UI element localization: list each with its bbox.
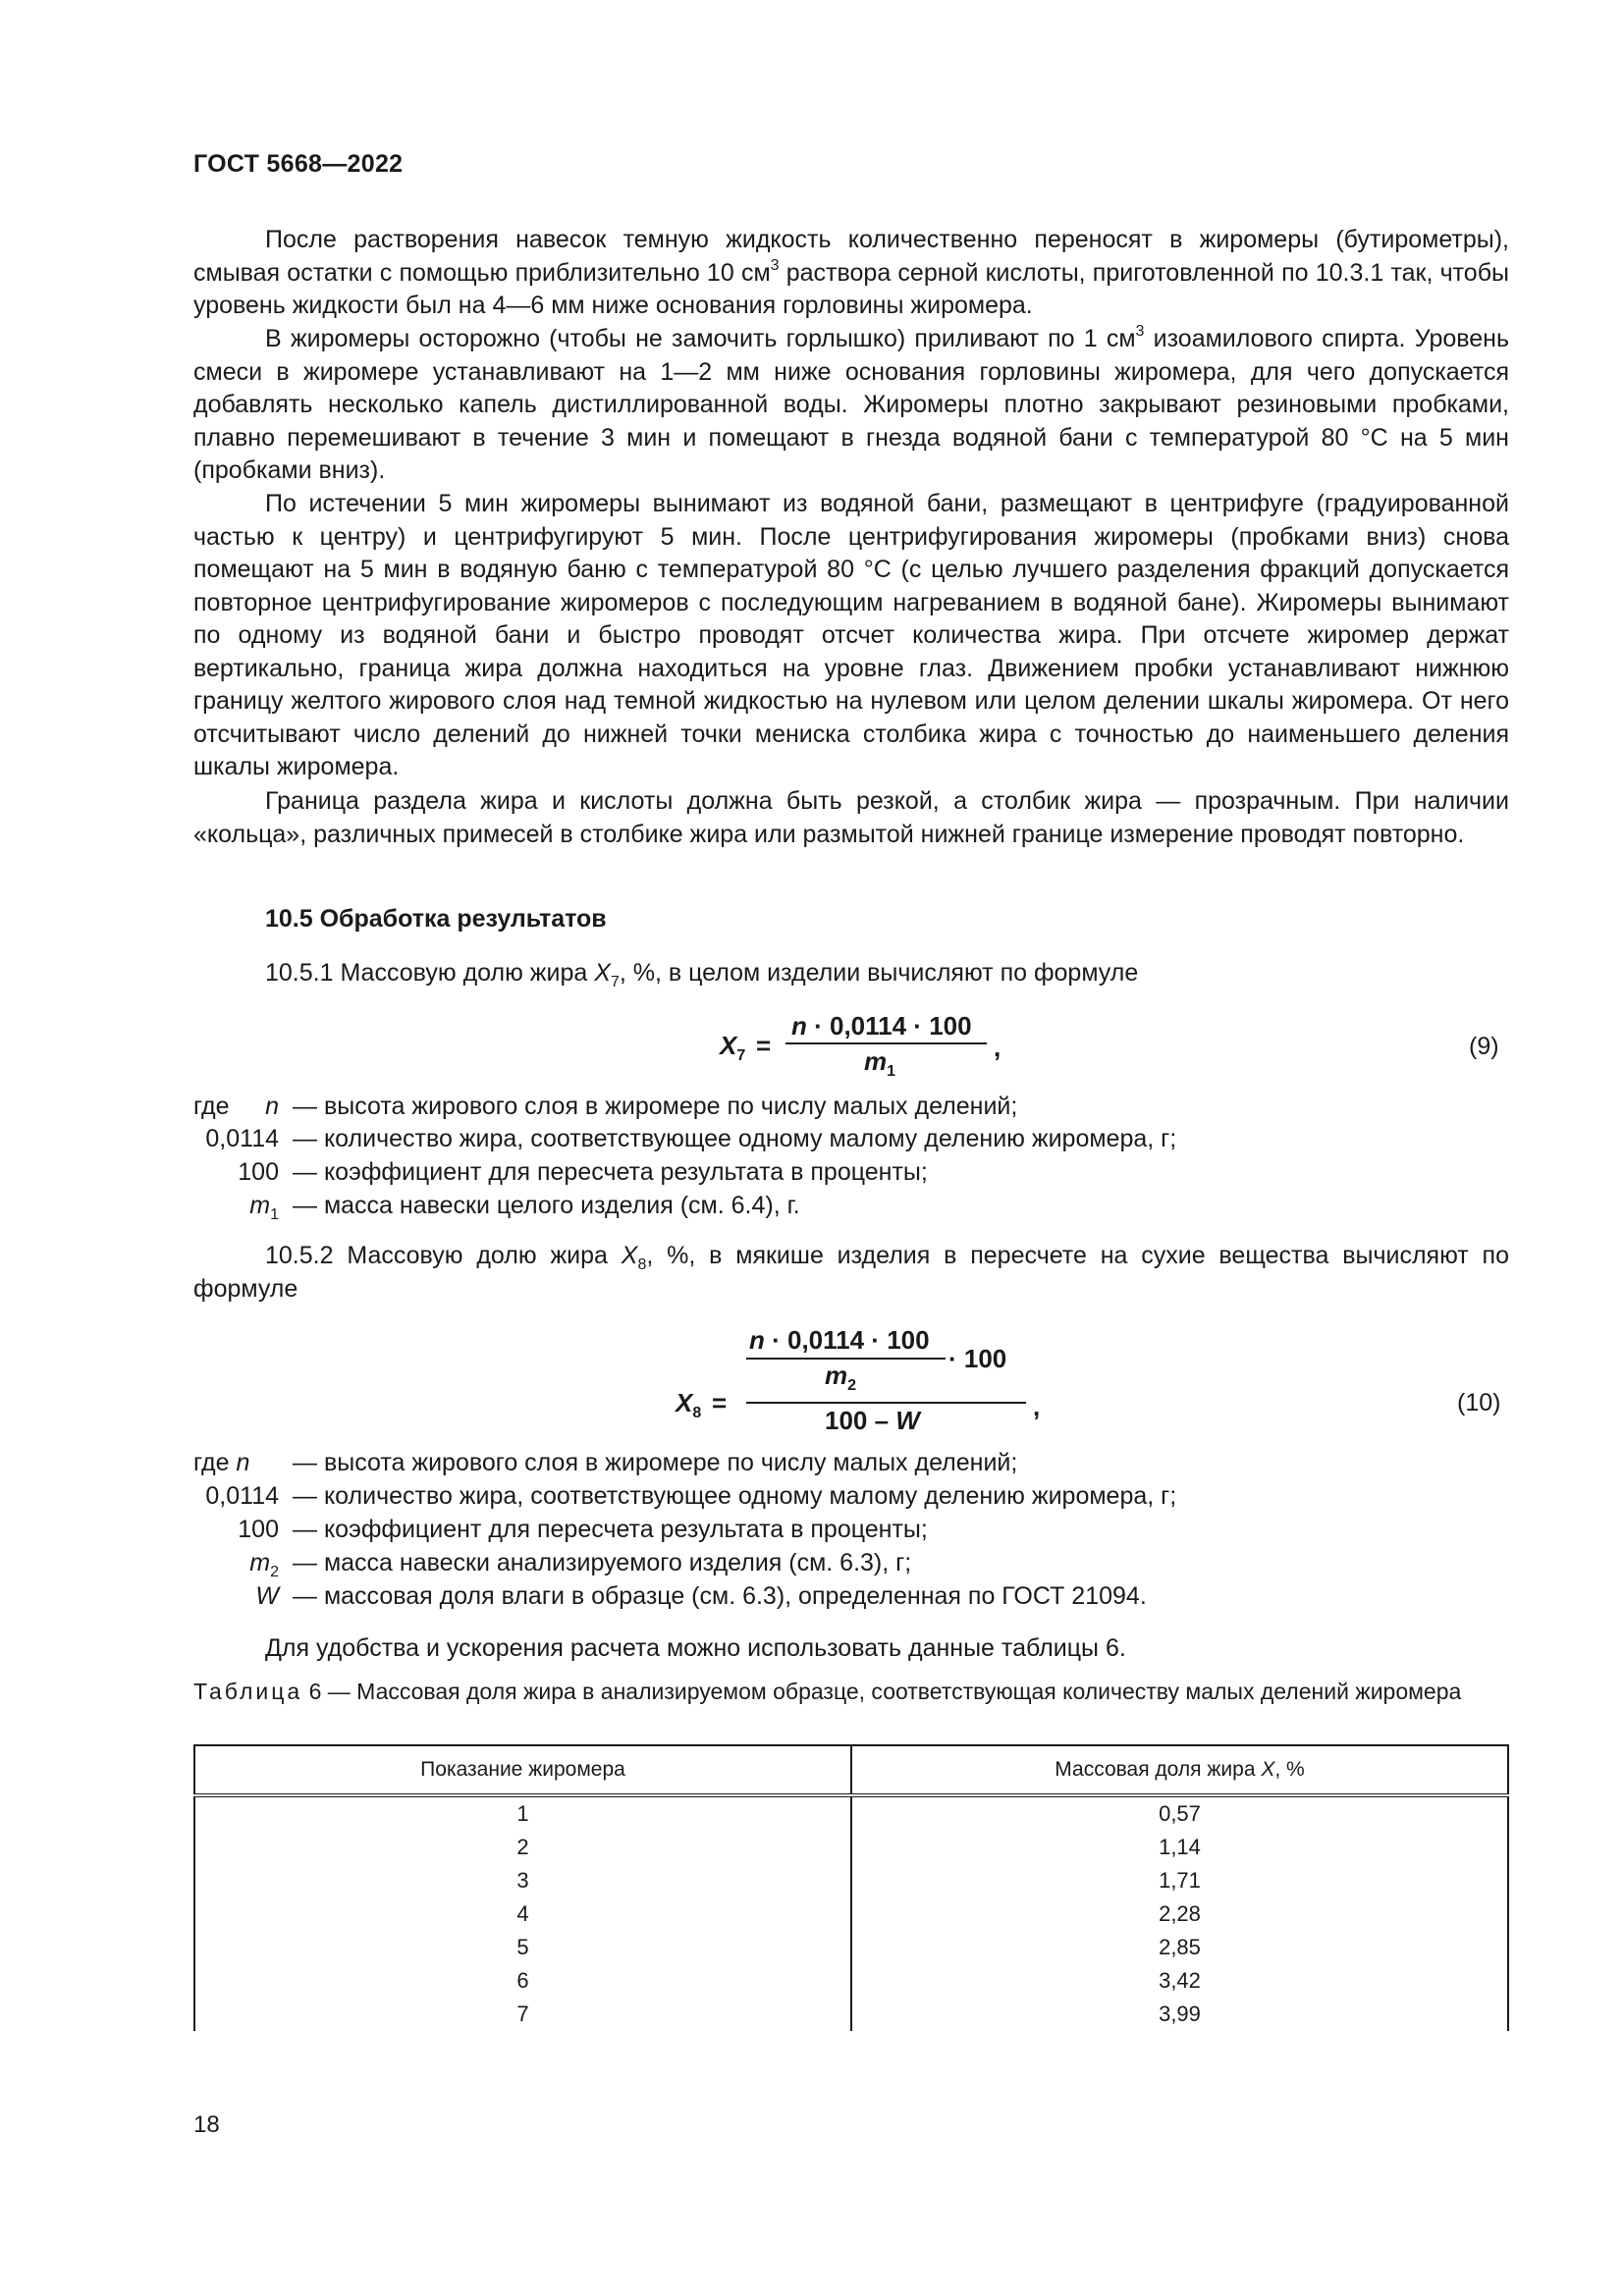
column-header-reading: Показание жиромера bbox=[194, 1745, 851, 1795]
cell-fat-fraction: 0,57 bbox=[1159, 1801, 1201, 1826]
cell-reading: 7 bbox=[194, 1998, 851, 2031]
table-row bbox=[194, 1931, 1508, 1964]
section-title: 10.5 Обработка результатов bbox=[265, 905, 607, 933]
document-header: ГОСТ 5668—2022 bbox=[193, 150, 404, 178]
cell-fat-fraction: 3,42 bbox=[1159, 1968, 1201, 1993]
table-row bbox=[194, 1897, 1508, 1931]
fraction-bar bbox=[785, 1042, 987, 1044]
cell-fat-fraction: 3,99 bbox=[1159, 2002, 1201, 2026]
cell-reading: 3 bbox=[194, 1864, 851, 1897]
cell-reading: 5 bbox=[194, 1931, 851, 1964]
paragraph-isoamyl: В жиромеры осторожно (чтобы не замочить горлышко) приливают по 1 $см^3$ изоамилового спирта. Уровень смеси в жиромере устанавливают на 1—2 мм ниже основания горловины жиромера, для чего допускается добавлять несколько капель дистиллированной воды. Жиромеры плотно закрывают резиновыми пробками, плавно перемешивают в течение 3 мин и помещают в гнезда водяной бани с температурой 80 °С на 5 мин (пробками вниз). bbox=[193, 323, 1509, 484]
section-10-5-1-text: 10.5.1 Массовую долю жира $X_7$, %, в целом изделии вычисляют по формуле bbox=[265, 959, 1139, 990]
outer-fraction-bar bbox=[746, 1402, 1026, 1404]
table-reference-note: Для удобства и ускорения расчета можно использовать данные таблицы 6. bbox=[265, 1634, 1126, 1662]
paragraph-centrifuge: По истечении 5 мин жиромеры вынимают из водяной бани, размещают в центрифуге (градуированной частью к центру) и центрифугируют 5 мин. После центрифугирования жиромеры (пробками вниз) снова помещают на 5 мин в водяную баню с температурой 80 °С (с целью лучшего разделения фракций допускается повторное центрифугирование жиромеров с последующим нагреванием в водяной бане). Жиромеры вынимают по одному из водяной бани и быстро проводят отсчет количества жира. При отсчете жиромер держат вертикально, граница жира должна находиться на уровне глаз. Движением пробки устанавливают нижнюю границу желтого жирового слоя над темной жидкостью на нулевом или целом делении шкалы жиромера. От него отсчитывают число делений до нижней точки мениска столбика жира с точностью до наименьшего деления шкалы жиромера. bbox=[193, 490, 1509, 780]
page-number: 18 bbox=[193, 2111, 220, 2138]
section-10-5-2-text: 10.5.2 Массовую долю жира $X_8$, %, в мякише изделия в пересчете на сухие вещества вычисляют по формуле bbox=[193, 1242, 1509, 1303]
cell-fat-fraction: 1,71 bbox=[1159, 1868, 1201, 1893]
fat-fraction-table bbox=[193, 1744, 1509, 2031]
inner-fraction-bar bbox=[746, 1358, 946, 1360]
cell-reading: 6 bbox=[194, 1964, 851, 1998]
cell-fat-fraction: 2,28 bbox=[1159, 1901, 1201, 1926]
cell-reading: 2 bbox=[194, 1831, 851, 1864]
equation-number-10: (10) bbox=[1457, 1389, 1501, 1416]
table-caption: Таблица 6 — Массовая доля жира в анализируемом образце, соответствующая количеству малых делений жиромера bbox=[193, 1679, 1462, 1704]
column-header-fat-fraction: Массовая доля жира X, % bbox=[851, 1745, 1508, 1795]
table-row bbox=[194, 1795, 1508, 1831]
paragraph-boundary: Граница раздела жира и кислоты должна быть резкой, а столбик жира — прозрачным. При наличии «кольца», различных примесей в столбике жира или размытой нижней границе измерение проводят повторно. bbox=[193, 787, 1509, 848]
table-row bbox=[194, 1864, 1508, 1897]
cell-reading: 4 bbox=[194, 1897, 851, 1931]
cell-fat-fraction: 1,14 bbox=[1159, 1835, 1201, 1859]
equation-number-9: (9) bbox=[1469, 1033, 1499, 1060]
table-row bbox=[194, 1998, 1508, 2031]
table-row bbox=[194, 1964, 1508, 1998]
cell-reading: 1 bbox=[194, 1795, 851, 1831]
cell-fat-fraction: 2,85 bbox=[1159, 1935, 1201, 1959]
paragraph-transfer: После растворения навесок темную жидкость количественно переносят в жиромеры (бутирометры), смывая остатки с помощью приблизительно 10 $см^3$ раствора серной кислоты, приготовленной по 10.3.1 так, чтобы уровень жидкости был на 4—6 мм ниже основания горловины жиромера. bbox=[193, 226, 1510, 319]
table-row bbox=[194, 1831, 1508, 1864]
